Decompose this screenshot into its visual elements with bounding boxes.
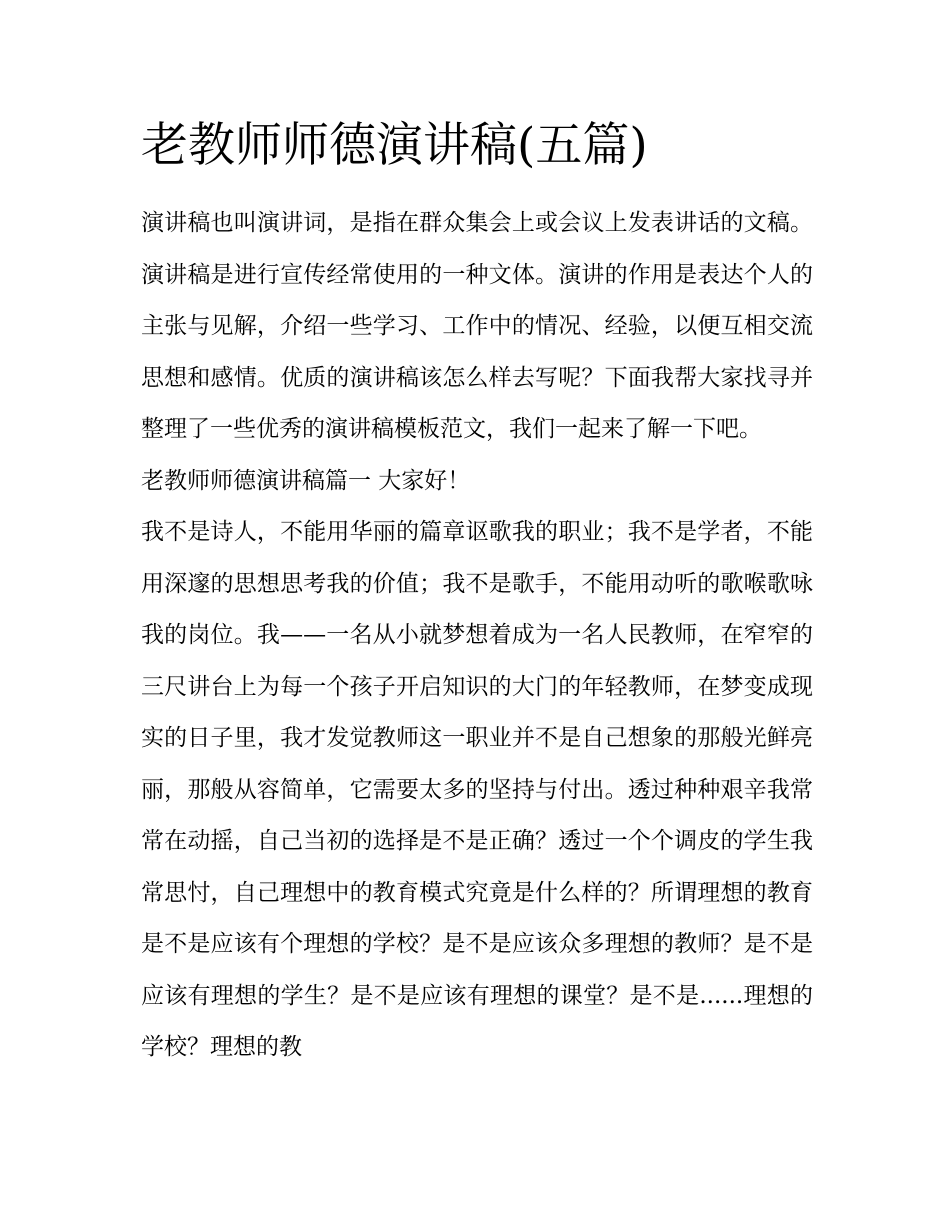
intro-paragraph: 演讲稿也叫演讲词，是指在群众集会上或会议上发表讲话的文稿。演讲稿是进行宣传经常使用的一种文体。演讲的作用是表达个人的主张与见解，介绍一些学习、工作中的情况、经验，以便互相交流思想和感情。优质的演讲稿该怎么样去写呢？下面我帮大家找寻并整理了一些优秀的演讲稿模板范文，我们一起来了解一下吧。 [141, 210, 813, 442]
document-body [141, 112, 813, 1074]
speech-body-paragraph: 我不是诗人，不能用华丽的篇章讴歌我的职业；我不是学者，不能用深邃的思想思考我的价值；我不是歌手，不能用动听的歌喉歌咏我的岗位。我——一名从小就梦想着成为一名人民教师，在窄窄的三尺讲台上为每一个孩子开启知识的大门的年轻教师，在梦变成现实的日子里，我才发觉教师这一职业并不是自己想象的那般光鲜亮丽，那般从容简单，它需要太多的坚持与付出。透过种种艰辛我常常在动摇，自己当初的选择是不是正确？透过一个个调皮的学生我常思忖，自己理想中的教育模式究竟是什么样的？所谓理想的教育是不是应该有个理想的学校？是不是应该众多理想的教师？是不是应该有理想的学生？是不是应该有理想的课堂？是不是......理想的学校？理想的教 [141, 519, 813, 1060]
document-title: 老教师师德演讲稿(五篇) [141, 118, 648, 173]
section-heading-paragraph: 老教师师德演讲稿篇一 大家好！ [141, 467, 471, 494]
